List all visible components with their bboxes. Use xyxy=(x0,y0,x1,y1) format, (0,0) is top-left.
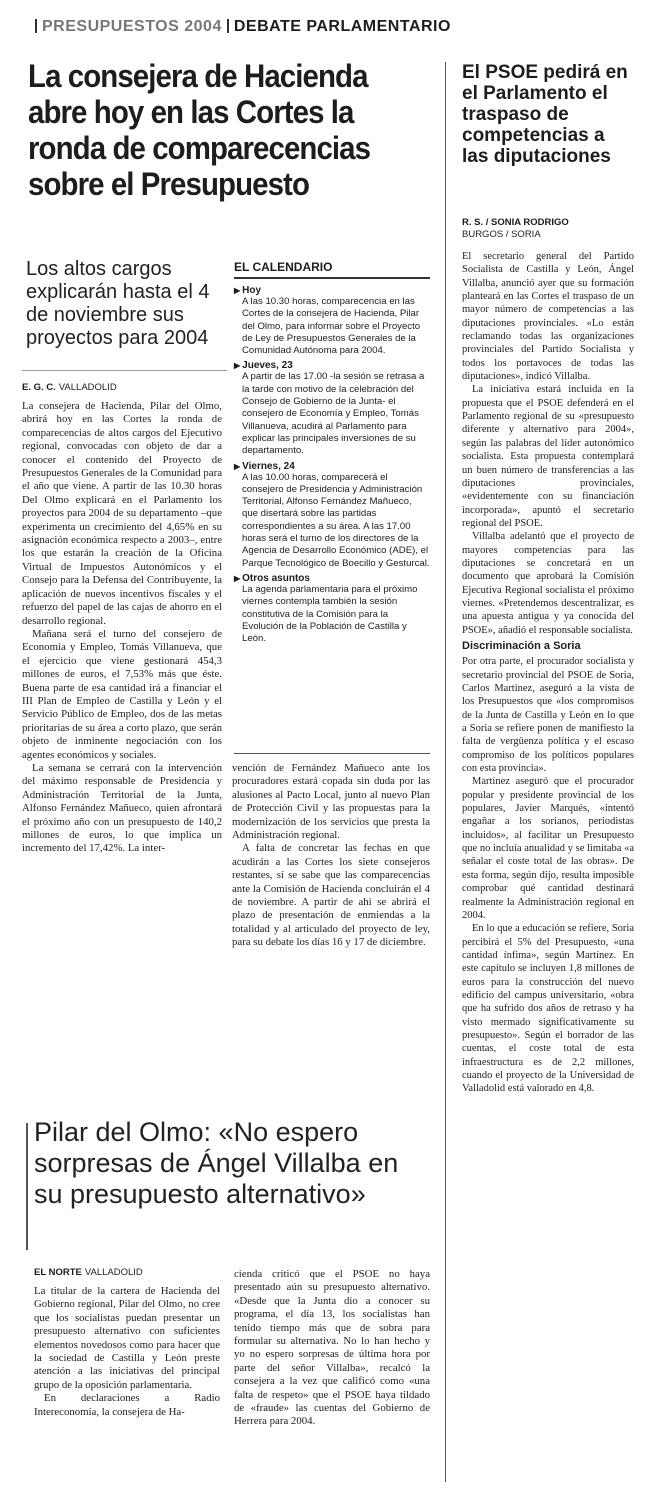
paragraph: El secretario general del Partido Socialista de Castilla y León, Ángel Villalba, anunció ayer que su formación planteará en las Cortes el traspaso de un mayor número de competencias a las diputaciones provinciales. «Lo están reclamando todas las organizaciones provinciales del Partido Socialista y todos los portavoces de todas las diputaciones», indicó Villalba. xyxy=(462,251,634,383)
calendar-text: La agenda parlamentaria para el próximo viernes contempla también la sesión constitutiva de la Comisión para la Evolución de la Población de Castilla y León. xyxy=(242,583,418,645)
bottom-article-col1 xyxy=(34,1285,220,1419)
calendar-rule xyxy=(234,753,430,754)
paragraph: La semana se cerrará con la intervención del máximo responsable de Presidencia y Administración Territorial de la Junta, Alfonso Fernández Mañueco, quien afrontará el próximo año con un presupuesto de 140,2 millones de euros, lo que implica un incremento del 17,42%. La inter- xyxy=(22,761,222,855)
right-headline: El PSOE pedirá en el Parlamento el traspaso de competencias a las diputaciones xyxy=(462,62,628,167)
calendar-day: ▶ Viernes, 24 xyxy=(234,461,430,472)
bottom-headline: Pilar del Olmo: «No espero sorpresas de Ángel Villalba en su presupuesto alternativo» xyxy=(34,1117,399,1209)
calendar-text: A las 10.30 horas, comparecencia en las Cortes de la consejera de Hacienda, Pilar del Olmo, para informar sobre el Proyecto de Ley de Presupuestos Generales de la Comunidad Autónoma para 2004. xyxy=(242,296,421,357)
right-byline-author: R. S. / SONIA RODRIGO xyxy=(462,217,569,228)
section-divider xyxy=(227,19,229,33)
paragraph: En declaraciones a Radio Intereconomía, la consejera de Ha- xyxy=(34,1392,220,1418)
subheadline-rule xyxy=(22,370,227,371)
main-byline-author: E. G. C. xyxy=(22,382,56,393)
bottom-article-col2 xyxy=(234,1268,430,1429)
paragraph: La consejera de Hacienda, Pilar del Olmo, abrirá hoy en las Cortes la ronda de comparecencias de altos cargos del Ejecutivo regional, convocadas con objeto de dar a conocer el contenido del Proyecto de Presupuestos Generales de la Comunidad para el año que viene. A partir de las 10.30 horas Del Olmo explicará en el Parlamento los proyectos para 2004 de su departamento –que experimenta un crecimiento del 4,65% en su asignación económica respecto a 2003–, entre los que estarán la creación de la Oficina Virtual de Impuestos Autonómicos y el Consejo para la Defensa del Contribuyente, la aplicación de nuevos incentivos fiscales y el refuerzo del papel de las cajas de ahorro en el desarrollo regional. xyxy=(22,400,222,627)
main-byline-place: VALLADOLID xyxy=(58,382,117,393)
paragraph: La titular de la cartera de Hacienda del Gobierno regional, Pilar del Olmo, no cree que los socialistas puedan presentar un presupuesto alternativo con suficientes elementos novedosos como para hacer que la sociedad de Castilla y León preste atención a las iniciativas del principal grupo de la oposición parlamentaria. xyxy=(34,1285,220,1391)
right-byline xyxy=(462,217,632,241)
paragraph: Por otra parte, el procurador socialista y secretario provincial del PSOE de Soria, Carlos Martínez, aseguró a la vista de los Presupuestos que «los compromisos de la Junta de Castilla y León en lo que a Soria se refiere ponen de manifiesto la falta de vergüenza política y el escaso compromiso de los políticos populares con esta provincia». xyxy=(462,656,634,775)
main-article-col2 xyxy=(232,762,430,950)
paragraph: Villalba adelantó que el proyecto de mayores competencias para las diputaciones se concretará en un documento que aprobará la Comisión Ejecutiva Regional socialista el próximo viernes. «Pretendemos descentralizar, es una apuesta antigua y ya conocida del PSOE», añadió el responsable socialista. xyxy=(462,531,634,636)
calendar-title: EL CALENDARIO xyxy=(234,260,430,279)
bottom-byline xyxy=(34,1267,143,1278)
paragraph: Martínez aseguró que el procurador popular y presidente provincial de los populares, Javier Marqués, «intentó engañar a los sorianos, periodistas incluidos», al facilitar un Presupuesto que no incluía anualidad y se limitaba «a señalar el coste total de las obras». De esta forma, según dijo, resulta imposible comprobar qué cantidad destinará realmente la Administración regional en 2004. xyxy=(462,776,634,921)
calendar-day: ▶ Jueves, 23 xyxy=(234,360,430,371)
section-header xyxy=(30,18,450,36)
main-article-col1 xyxy=(22,400,222,856)
calendar-day: ▶ Hoy xyxy=(234,285,430,296)
calendar-text: A las 10.00 horas, comparecerá el consejero de Presidencia y Administración Territorial, Alfonso Fernández Mañueco, que disertará sobre las partidas correspondientes a su área. A las 17.00 horas será el turno de los directores de la Agencia de Desarrollo Económico (ADE), el Parque Tecnológico de Boecillo y Gesturcal. xyxy=(242,471,430,569)
main-byline xyxy=(22,382,117,393)
main-headline: La consejera de Hacienda abre hoy en las Cortes la ronda de comparecencias sobre el Presupuesto xyxy=(28,58,371,202)
right-subhead: Discriminación a Soria xyxy=(462,639,581,652)
calendar-box xyxy=(234,260,430,645)
bottom-byline-place: VALLADOLID xyxy=(84,1267,143,1278)
calendar-text: A partir de las 17.00 -la sesión se retrasa a la tarde con motivo de la celebración del Consejo de Gobierno de la Junta- el consejero de Economía y Empleo, Tomás Villanueva, acudirá al Parlamento para explicar las principales inversiones de su departamento. xyxy=(242,371,425,457)
paragraph: cienda criticó que el PSOE no haya presentado aún su presupuesto alternativo. «Desde que la Junta dio a conocer su programa, el día 13, los socialistas han tenido tiempo más que de sobra para formular su alternativa. No lo han hecho y yo no espero sorpresas de última hora por parte del señor Villalba», recalcó la consejera a la vez que calificó como «una falta de respeto» que el PSOE haya tildado de «fraude» las cuentas del Gobierno de Herrera para 2004. xyxy=(234,1268,430,1428)
right-article-body xyxy=(462,250,634,1096)
paragraph: A falta de concretar las fechas en que acudirán a las Cortes los siete consejeros restantes, sí se sabe que las comparecencias ante la Comisión de Hacienda concluirán el 4 de noviembre. A partir de ahí se abrirá el plazo de presentación de enmiendas a la totalidad y al articulado del proyecto de ley, para su debate los días 16 y 17 de diciembre. xyxy=(232,842,430,949)
main-subheadline: Los altos cargos explicarán hasta el 4 de noviembre sus proyectos para 2004 xyxy=(26,258,210,349)
paragraph: En lo que a educación se refiere, Soria percibirá el 5% del Presupuesto, «una cantidad ínfima», según Martínez. En este capítulo se incluyen 1,8 millones de euros para la construcción del nuevo edificio del campus universitario, «obra que ha sufrido dos años de retraso y ha visto mermado significativamente su presupuesto». Según el borrador de las cuentas, el coste total de esta infraestructura es de 2,2 millones, cuando el proyecto de la Universidad de Valladolid está valorado en 4,8. xyxy=(462,923,634,1095)
paragraph: Mañana será el turno del consejero de Economía y Empleo, Tomás Villanueva, que el ejercicio que viene gestionará 454,3 millones de euros, el 7,53% más que éste. Buena parte de esa cantidad irá a financiar el III Plan de Empleo de Castilla y León y el Servicio Público de Empleo, dos de las metas prioritarias de su área a corto plazo, que serán objeto de inminente negociación con los agentes económicos y sociales. xyxy=(22,627,222,761)
section-label-budget: PRESUPUESTOS 2004 xyxy=(42,18,222,35)
column-divider xyxy=(445,62,446,1482)
quote-bar xyxy=(26,1123,28,1250)
right-byline-place: BURGOS / SORIA xyxy=(462,229,541,240)
paragraph: La iniciativa estará incluida en la propuesta que el PSOE defenderá en el Parlamento regional de su «presupuesto diferente y alternativo para 2004», según las palabras del líder autonómico socialista. Esta propuesta contemplará un buen número de transferencias a las diputaciones provinciales, «evidentemente con su financiación incorporada», apuntó el secretario regional del PSOE. xyxy=(462,384,634,529)
section-divider xyxy=(35,19,37,33)
calendar-day: ▶ Otros asuntos xyxy=(234,573,430,584)
paragraph: vención de Fernández Mañueco ante los procuradores estará copada sin duda por las alusiones al Pacto Local, junto al nuevo Plan de Protección Civil y las propuestas para la modernización de los servicios que presta la Administración regional. xyxy=(232,762,430,842)
bottom-byline-author: EL NORTE xyxy=(34,1267,82,1278)
section-label-debate: DEBATE PARLAMENTARIO xyxy=(233,18,451,35)
